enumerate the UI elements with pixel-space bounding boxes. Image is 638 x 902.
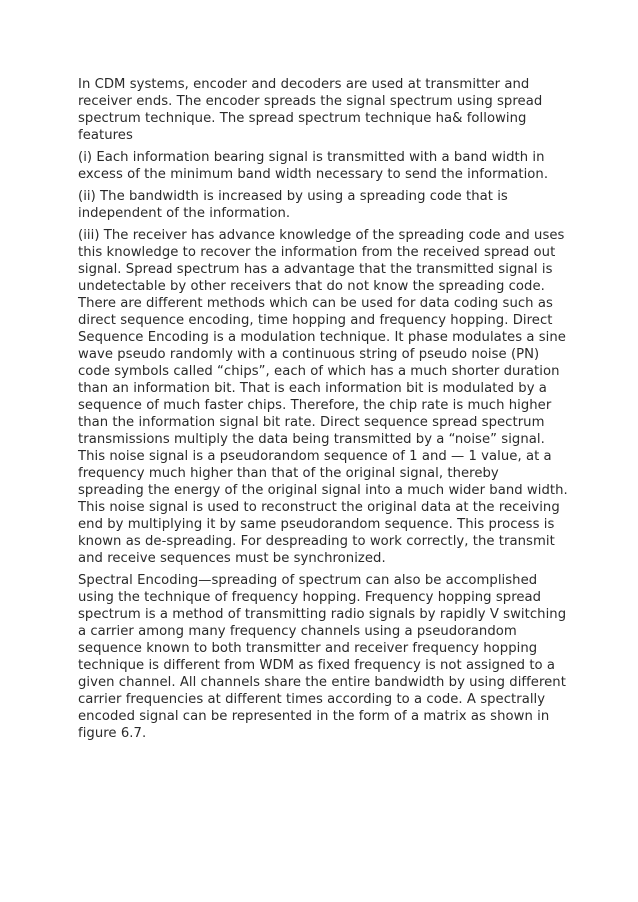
paragraph-feature-i: (i) Each information bearing signal is transmitted with a band width in excess of the minimum band width necessary to send the information. <box>78 150 549 182</box>
paragraph-spectral-encoding: Spectral Encoding—spreading of spectrum can also be accomplished using the technique of frequency hopping. Frequency hopping spread spectrum is a method of transmitting radio signals by rapidly V switching a carrier among many frequency channels using a pseudorandom sequence known to both transmitter and receiver frequency hopping technique is different from WDM as fixed frequency is not assigned to a given channel. All channels share the entire bandwidth by using different carrier frequencies at different times according to a code. A spectrally encoded signal can be represented in the form of a matrix as shown in figure 6.7. <box>78 573 567 741</box>
document-page <box>78 76 568 747</box>
paragraph-feature-ii: (ii) The bandwidth is increased by using a spreading code that is independent of the information. <box>78 189 508 221</box>
paragraph-intro: In CDM systems, encoder and decoders are used at transmitter and receiver ends. The encoder spreads the signal spectrum using spread spectrum technique. The spread spectrum technique ha& following features <box>78 77 543 143</box>
paragraph-feature-iii: (iii) The receiver has advance knowledge of the spreading code and uses this knowledge to recover the information from the received spread out signal. Spread spectrum has a advantage that the transmitted signal is undetectable by other receivers that do not know the spreading code. There are different methods which can be used for data coding such as direct sequence encoding, time hopping and frequency hopping. Direct Sequence Encoding is a modulation technique. It phase modulates a sine wave pseudo randomly with a continuous string of pseudo noise (PN) code symbols called “chips”, each of which has a much shorter duration than an information bit. That is each information bit is modulated by a sequence of much faster chips. Therefore, the chip rate is much higher than the information signal bit rate. Direct sequence spread spectrum transmissions multiply the data being transmitted by a “noise” signal. This noise signal is a pseudorandom sequence of 1 and — 1 value, at a frequency much higher than that of the original signal, thereby spreading the energy of the original signal into a much wider band width. This noise signal is used to reconstruct the original data at the receiving end by multiplying it by same pseudorandom sequence. This process is known as de-spreading. For despreading to work correctly, the transmit and receive sequences must be synchronized. <box>78 228 568 566</box>
